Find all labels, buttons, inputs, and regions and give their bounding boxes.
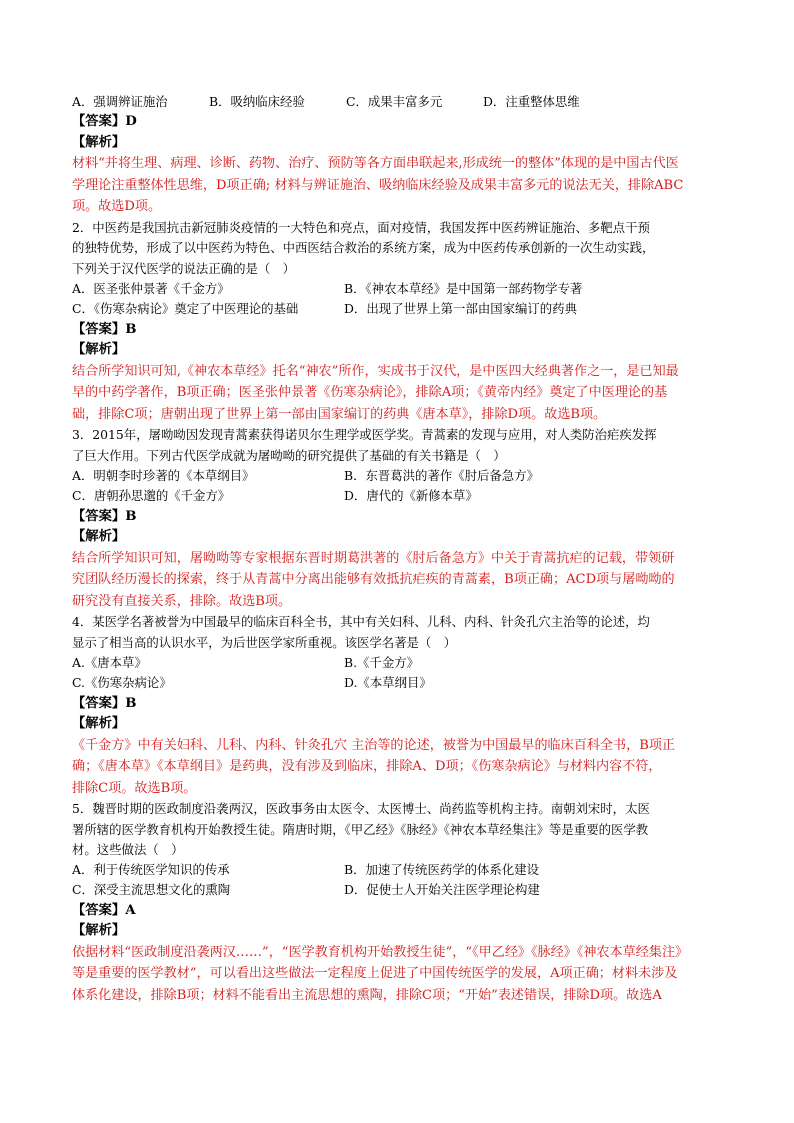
q5-options-row: [72, 880, 724, 900]
q4-option-b[interactable]: B.《千金方》: [344, 654, 419, 670]
q5-options-row: [72, 860, 724, 880]
q2-analysis-line: 结合所学知识可知,《神农本草经》托名“神农”所作，实成书于汉代，是中医四大经典著作之一，是已知最: [72, 363, 679, 379]
q3-analysis-line: 研究没有直接关系，排除。故选B项。: [72, 593, 292, 609]
q1-analysis-line: 材料“并将生理、病理、诊断、药物、治疗、预防等各方面串联起来,形成统一的整体”体现的是中国古代医: [72, 156, 679, 172]
q3-analysis-line: 结合所学知识可知，屠呦呦等专家根据东晋时期葛洪著的《肘后备急方》中关于青蒿抗疟的记载，带领研: [72, 550, 675, 566]
q4-analysis-label: 【解析】: [72, 716, 126, 731]
q4-options-row: [72, 653, 724, 673]
q4-analysis-line: 确；《唐本草》《本草纲目》是药典，没有涉及到临床，排除A、D项；《伤寒杂病论》与材料内容不符，: [72, 759, 662, 775]
q3-stem-line: 3．2015年，屠呦呦因发现青蒿素获得诺贝尔生理学或医学奖。青蒿素的发现与应用，对人类防治疟疾发挥: [72, 427, 657, 443]
q5-analysis-line: 依据材料“医政制度沿袭两汉……”，“医学教育机构开始教授生徒”，“《甲乙经》《脉经》《神农本草经集注》: [72, 944, 689, 960]
q5-option-a[interactable]: A．利于传统医学知识的传承: [72, 862, 230, 878]
q2-analysis-label: 【解析】: [72, 342, 126, 358]
q5-analysis-line: 等是重要的医学教材”，可以看出这些做法一定程度上促进了中国传统医学的发展，A项正确；材料未涉及: [72, 966, 678, 982]
q4-stem-line: 显示了相当高的认识水平，为后世医学家所重视。该医学名著是（ ）: [72, 634, 457, 650]
q2-option-a[interactable]: A．医圣张仲景著《千金方》: [72, 280, 230, 296]
q5-stem-line: 材。这些做法（ ）: [72, 841, 184, 857]
q4-analysis-line: 《千金方》中有关妇科、儿科、内科、针灸孔穴 主治等的论述，被誉为中国最早的临床百科全书，B项正: [72, 737, 676, 753]
q1-option-c[interactable]: C．成果丰富多元: [346, 94, 443, 109]
q3-option-b[interactable]: B．东晋葛洪的著作《肘后备急方》: [344, 467, 539, 483]
q3-option-d[interactable]: D．唐代的《新修本草》: [344, 488, 478, 504]
exam-page: [72, 92, 724, 1007]
q4-options-row: [72, 673, 724, 693]
q5-analysis-line: 体系化建设，排除B项；材料不能看出主流思想的熏陶，排除C项；“开始”表述错误，排除D项。故选A: [72, 987, 662, 1003]
q2-stem-line: 2．中医药是我国抗击新冠肺炎疫情的一大特色和亮点，面对疫情，我国发挥中医药辨证施治、多靶点干预: [72, 220, 650, 236]
q2-answer: 【答案】B: [72, 321, 137, 337]
q3-option-a[interactable]: A．明朝李时珍著的《本草纲目》: [72, 467, 255, 483]
q3-answer: 【答案】B: [72, 508, 137, 524]
q2-analysis-line: 础，排除C项；唐朝出现了世界上第一部由国家编订的药典《唐本草》，排除D项。故选B项。: [72, 406, 607, 422]
q5-option-c[interactable]: C．深受主流思想文化的熏陶: [72, 882, 231, 898]
q4-option-c[interactable]: C.《伤寒杂病论》: [72, 675, 172, 691]
q2-stem-line: 的独特优势，形成了以中医药为特色、中西医结合救治的系统方案，成为中医药传承创新的一次生动实践，: [72, 240, 655, 256]
q5-option-d[interactable]: D．促使士人开始关注医学理论构建: [344, 882, 540, 898]
q3-analysis-label: 【解析】: [72, 529, 126, 545]
q2-options-row: [72, 299, 724, 319]
q1-analysis-line: 项。故选D项。: [72, 199, 162, 215]
q1-option-d[interactable]: D．注重整体思维: [483, 94, 580, 109]
q3-option-c[interactable]: C．唐朝孙思邈的《千金方》: [72, 488, 231, 504]
q2-options-row: [72, 279, 724, 299]
q5-stem-line: 5．魏晋时期的医政制度沿袭两汉，医政事务由太医令、太医博士、尚药监等机构主持。南朝刘宋时，太医: [72, 801, 650, 817]
q4-stem-line: 4．某医学名著被誉为中国最早的临床百科全书，其中有关妇科、儿科、内科、针灸孔穴主治等的论述，均: [72, 614, 650, 630]
q2-analysis-line: 早的中药学著作，B项正确；医圣张仲景著《伤寒杂病论》，排除A项；《黄帝内经》奠定了中医理论的基: [72, 385, 668, 401]
q2-stem-line: 下列关于汉代医学的说法正确的是（ ）: [72, 260, 296, 276]
q2-option-d[interactable]: D．出现了世界上第一部由国家编订的药典: [344, 301, 577, 317]
q4-answer: 【答案】B: [72, 695, 137, 711]
q5-analysis-label: 【解析】: [72, 923, 126, 939]
q1-answer: 【答案】D: [72, 114, 137, 130]
q4-analysis-line: 排除C项。故选B项。: [72, 780, 197, 796]
q5-stem-line: 署所辖的医学教育机构开始教授生徒。隋唐时期，《甲乙经》《脉经》《神农本草经集注》等是重要的医学教: [72, 821, 649, 837]
q1-analysis-label: 【解析】: [72, 134, 126, 150]
q3-stem-line: 了巨大作用。下列古代医学成就为屠呦呦的研究提供了基础的有关书籍是（ ）: [72, 447, 506, 463]
q2-option-b[interactable]: B．《神农本草经》是中国第一部药物学专著: [344, 280, 583, 296]
q1-analysis-line: 学理论注重整体性思维，D项正确; 材料与辨证施治、吸纳临床经验及成果丰富多元的说法无关，排除ABC: [72, 177, 684, 193]
q3-options-row: [72, 466, 724, 486]
q2-option-c[interactable]: C．《伤寒杂病论》奠定了中医理论的基础: [72, 301, 299, 317]
q4-option-d[interactable]: D.《本草纲目》: [344, 675, 432, 691]
q1-option-b[interactable]: B．吸纳临床经验: [209, 94, 305, 109]
q4-option-a[interactable]: A.《唐本草》: [72, 654, 147, 670]
q1-options: [72, 92, 724, 112]
q3-options-row: [72, 486, 724, 506]
q1-option-a[interactable]: A．强调辨证施治: [72, 94, 168, 109]
q3-analysis-line: 究团队经历漫长的探索，终于从青蒿中分离出能够有效抵抗疟疾的青蒿素，B项正确；ACD项与屠呦呦的: [72, 572, 675, 588]
q5-option-b[interactable]: B．加速了传统医药学的体系化建设: [344, 862, 539, 878]
q5-answer: 【答案】A: [72, 902, 136, 918]
